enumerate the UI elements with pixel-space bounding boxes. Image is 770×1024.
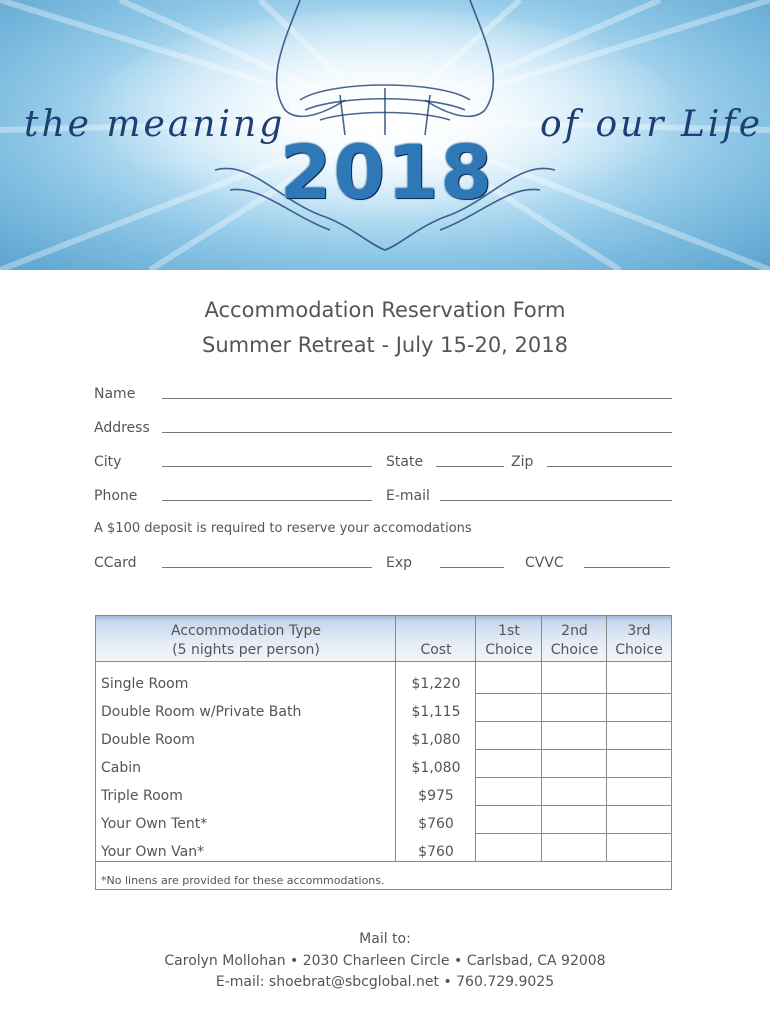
row-name: Double Room bbox=[101, 732, 195, 748]
mail-contact: E-mail: shoebrat@sbcglobal.net • 760.729.9025 bbox=[215, 974, 555, 990]
header-type-line1: Accommodation Type bbox=[170, 623, 322, 639]
table-header bbox=[96, 616, 671, 662]
ccard-field[interactable] bbox=[162, 567, 372, 568]
address-field[interactable] bbox=[162, 432, 672, 433]
row-cost: $760 bbox=[418, 844, 454, 860]
accommodation-table bbox=[95, 615, 672, 890]
col-divider bbox=[606, 616, 607, 861]
row-cost: $975 bbox=[418, 788, 454, 804]
state-label: State bbox=[386, 454, 424, 470]
row-divider bbox=[475, 693, 671, 694]
header-banner bbox=[0, 0, 770, 270]
header-second-choice bbox=[542, 622, 607, 660]
form-subtitle: Summer Retreat - July 15-20, 2018 bbox=[202, 333, 568, 357]
ccard-label: CCard bbox=[94, 555, 137, 571]
tagline-left: the meaning bbox=[24, 104, 286, 145]
row-divider bbox=[475, 777, 671, 778]
deposit-note: A $100 deposit is required to reserve your accomodations bbox=[94, 521, 472, 536]
row-name: Cabin bbox=[101, 760, 142, 776]
name-field[interactable] bbox=[162, 398, 672, 399]
row-name: Triple Room bbox=[101, 788, 183, 804]
row-divider bbox=[475, 805, 671, 806]
row-name: Your Own Tent* bbox=[101, 816, 208, 832]
phone-label: Phone bbox=[94, 488, 138, 504]
header-second-line1: 2nd bbox=[561, 623, 588, 639]
year-logo: 2018 bbox=[280, 130, 494, 216]
zip-label: Zip bbox=[511, 454, 534, 470]
row-divider bbox=[475, 749, 671, 750]
header-second-line2: Choice bbox=[550, 642, 599, 658]
form-title: Accommodation Reservation Form bbox=[204, 298, 566, 322]
col-divider bbox=[541, 616, 542, 861]
phone-field[interactable] bbox=[162, 500, 372, 501]
row-divider bbox=[475, 833, 671, 834]
tagline-right: of our Life bbox=[540, 104, 764, 145]
exp-field[interactable] bbox=[440, 567, 504, 568]
cvvc-field[interactable] bbox=[584, 567, 670, 568]
email-field[interactable] bbox=[440, 500, 672, 501]
city-field[interactable] bbox=[162, 466, 372, 467]
header-first-line2: Choice bbox=[485, 642, 533, 658]
mail-heading: Mail to: bbox=[359, 931, 411, 947]
address-label: Address bbox=[94, 420, 150, 436]
row-name: Single Room bbox=[101, 676, 189, 692]
name-label: Name bbox=[94, 386, 136, 402]
exp-label: Exp bbox=[386, 555, 413, 571]
row-cost: $1,220 bbox=[411, 676, 461, 692]
row-cost: $760 bbox=[418, 816, 454, 832]
state-field[interactable] bbox=[436, 466, 504, 467]
row-divider bbox=[475, 721, 671, 722]
row-name: Double Room w/Private Bath bbox=[101, 704, 302, 720]
row-cost: $1,080 bbox=[411, 732, 461, 748]
email-label: E-mail bbox=[386, 488, 430, 504]
cvvc-label: CVVC bbox=[525, 555, 564, 571]
header-third-line1: 3rd bbox=[627, 623, 651, 639]
row-name: Your Own Van* bbox=[101, 844, 205, 860]
header-type-line2: (5 nights per person) bbox=[172, 642, 320, 658]
mail-address: Carolyn Mollohan • 2030 Charleen Circle • Carlsbad, CA 92008 bbox=[164, 953, 606, 969]
zip-field[interactable] bbox=[547, 466, 672, 467]
header-cost: Cost bbox=[420, 642, 452, 658]
footnote-divider bbox=[96, 861, 671, 862]
header-third-line2: Choice bbox=[615, 642, 663, 658]
table-footnote: *No linens are provided for these accommodations. bbox=[101, 874, 385, 887]
row-cost: $1,115 bbox=[411, 704, 461, 720]
header-first-choice bbox=[476, 622, 542, 660]
row-cost: $1,080 bbox=[411, 760, 461, 776]
header-third-choice bbox=[607, 622, 671, 660]
city-label: City bbox=[94, 454, 122, 470]
header-type bbox=[96, 622, 396, 660]
header-first-line1: 1st bbox=[498, 623, 520, 639]
